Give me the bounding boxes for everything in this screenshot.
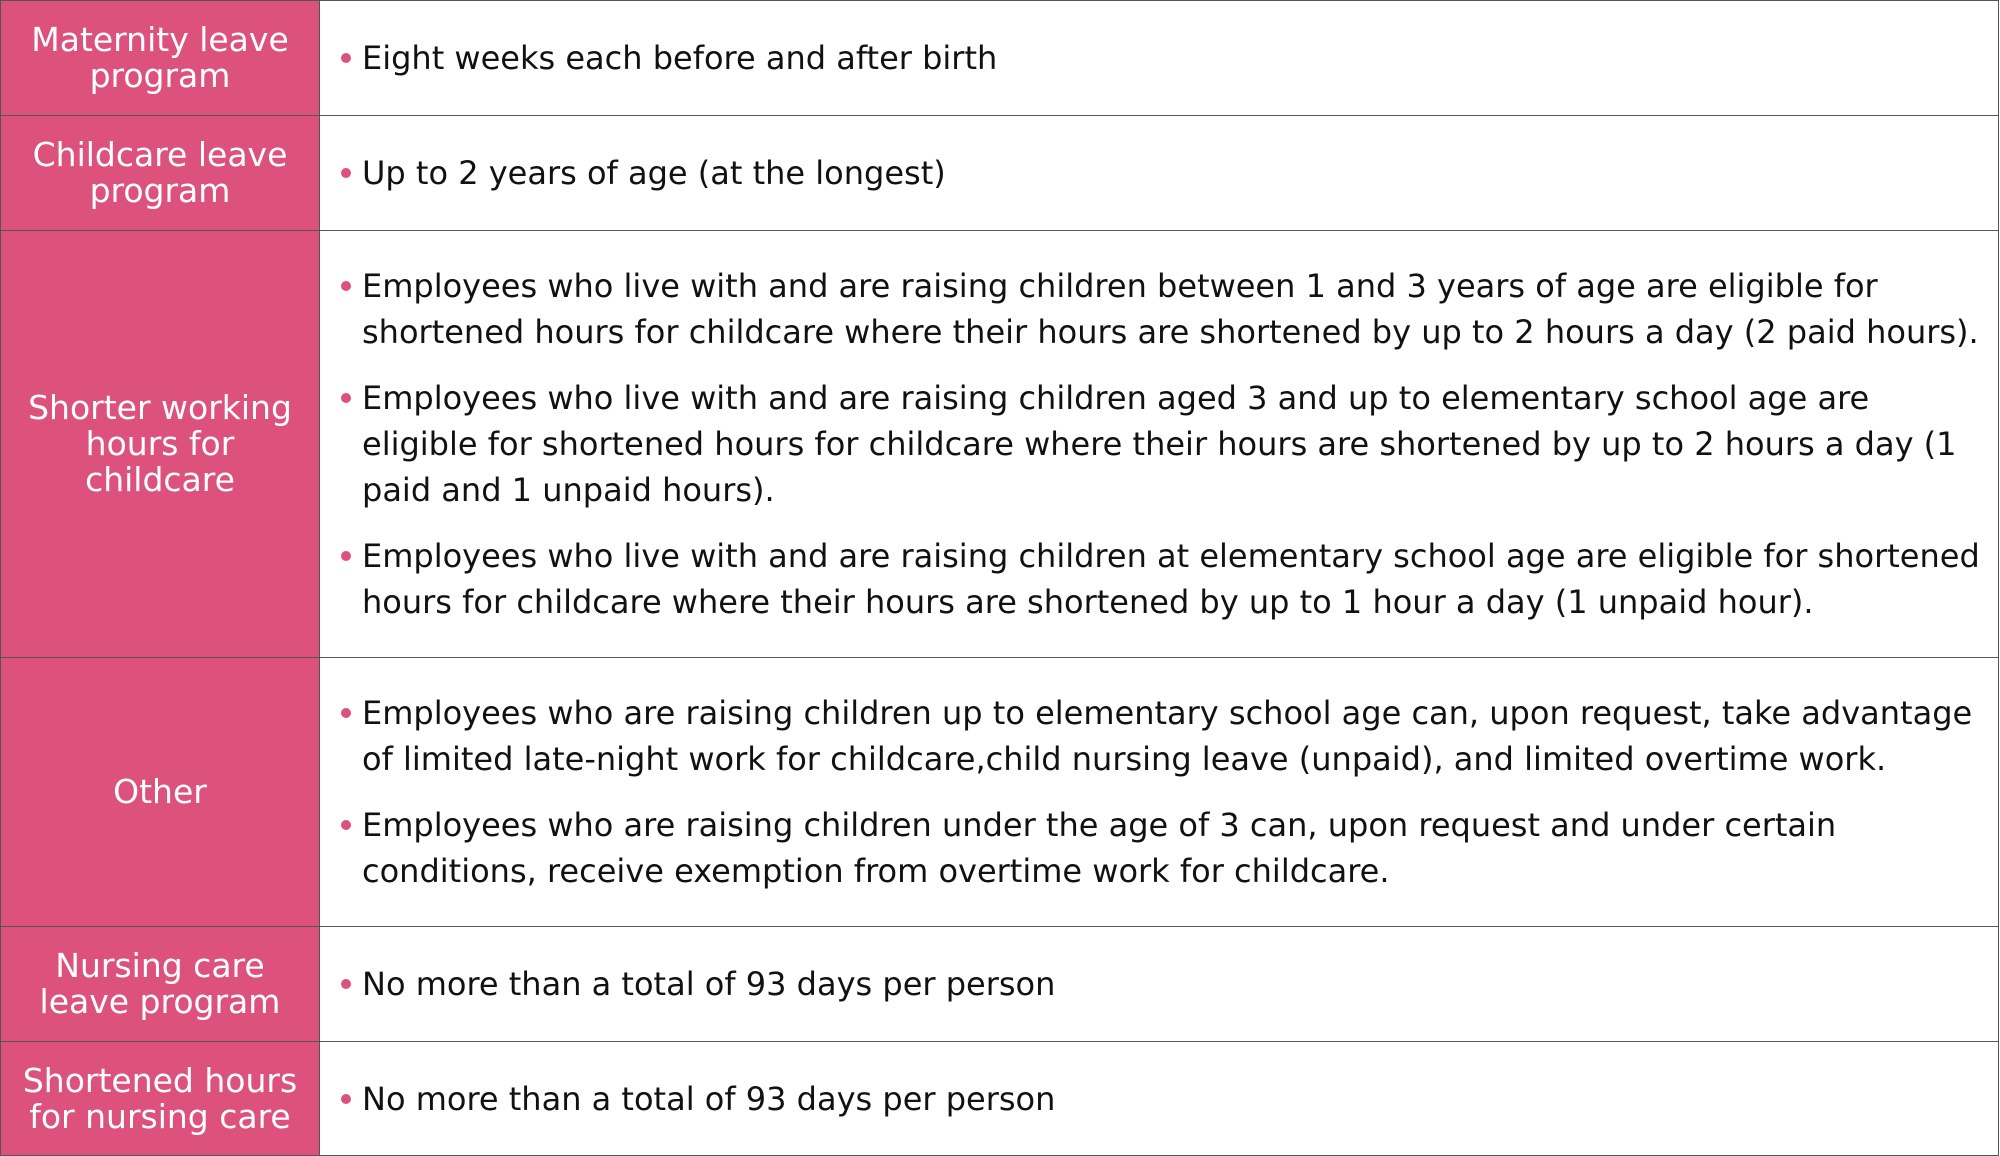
row-label: Other [113,772,207,811]
row-label-cell [1,1,320,116]
bullet-list [320,35,1998,81]
list-item-text: Employees who are raising children up to elementary school age can, upon request, take advantage of limited late-night work for childcare,child nursing leave (unpaid), and limited overtime work. [362,694,1973,778]
row-label: Shorter working hours for childcare [28,388,292,499]
table-row [1,231,1999,658]
bullet-icon [341,551,351,561]
bullet-list [320,961,1998,1007]
bullet-icon [341,168,351,178]
list-item-text: Employees who are raising children under the age of 3 can, upon request and under certain conditions, receive exemption from overtime work for childcare. [362,806,1837,890]
row-content-cell [320,1042,1999,1156]
list-item [362,263,1990,355]
row-label-cell [1,1042,320,1156]
bullet-list [320,690,1998,894]
list-item-text: Employees who live with and are raising children at elementary school age are eligible for shortened hours for childcare where their hours are shortened by up to 1 hour a day (1 unpaid hour). [362,537,1980,621]
row-label-cell [1,116,320,231]
list-item [362,690,1990,782]
bullet-icon [341,1094,351,1104]
bullet-list [320,150,1998,196]
bullet-icon [341,979,351,989]
row-content-cell [320,116,1999,231]
row-label-cell [1,231,320,658]
list-item [362,961,1990,1007]
bullet-icon [341,281,351,291]
list-item [362,375,1990,513]
list-item-text: Employees who live with and are raising children aged 3 and up to elementary school age are eligible for shortened hours for childcare where their hours are shortened by up to 2 hours a day (1 paid and 1 unpaid hours). [362,379,1957,509]
row-content-cell [320,1,1999,116]
bullet-icon [341,708,351,718]
list-item [362,35,1990,81]
bullet-list [320,263,1998,625]
row-label: Shortened hours for nursing care [22,1060,298,1136]
bullet-icon [341,393,351,403]
table-row [1,1,1999,116]
row-content-cell [320,231,1999,658]
row-label-cell [1,658,320,927]
list-item-text: No more than a total of 93 days per person [362,965,1056,1003]
table-row [1,658,1999,927]
table-row [1,116,1999,231]
list-item [362,802,1990,894]
list-item-text: No more than a total of 93 days per person [362,1079,1056,1118]
list-item-text: Eight weeks each before and after birth [362,39,998,77]
row-label-cell [1,927,320,1042]
list-item [362,533,1990,625]
bullet-icon [341,53,351,63]
row-content-cell [320,927,1999,1042]
row-label: Childcare leave program [32,135,288,210]
list-item [362,1076,1990,1122]
bullet-list [320,1076,1998,1122]
bullet-icon [341,820,351,830]
list-item-text: Employees who live with and are raising children between 1 and 3 years of age are eligible for shortened hours for childcare where their hours are shortened by up to 2 hours a day (2 paid hours). [362,267,1979,351]
table-row [1,927,1999,1042]
row-label: Maternity leave program [31,20,289,95]
table-row [1,1042,1999,1156]
row-label: Nursing care leave program [39,946,281,1021]
list-item-text: Up to 2 years of age (at the longest) [362,154,946,192]
row-content-cell [320,658,1999,927]
list-item [362,150,1990,196]
